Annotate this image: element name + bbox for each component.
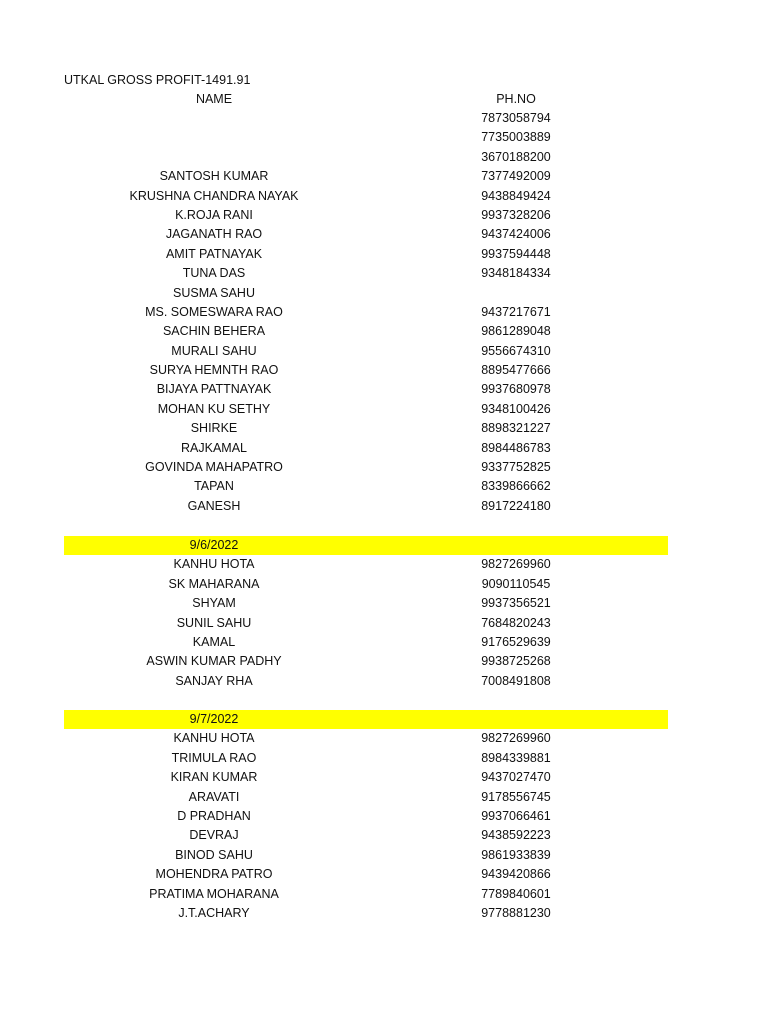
table-row — [64, 614, 668, 633]
table-row — [64, 555, 668, 574]
table-row — [64, 439, 668, 458]
table-row — [64, 167, 668, 186]
table-row — [64, 826, 668, 845]
contact-phone: 7873058794 — [481, 111, 551, 125]
table-row — [64, 361, 668, 380]
table-row — [64, 225, 668, 244]
date-band-2 — [64, 710, 668, 729]
contact-list-section-3 — [64, 729, 668, 923]
contact-name: MOHENDRA PATRO — [155, 867, 273, 882]
contact-name: ARAVATI — [188, 789, 240, 804]
contact-phone: 8984486783 — [481, 440, 551, 455]
date-label: 9/7/2022 — [189, 712, 239, 726]
table-row — [64, 303, 668, 322]
contact-name: K.ROJA RANI — [175, 207, 253, 222]
contact-phone: 9178556745 — [481, 789, 551, 804]
table-row — [64, 768, 668, 787]
table-row — [64, 885, 668, 904]
column-header-row — [64, 90, 668, 109]
contact-name: KANHU HOTA — [173, 731, 255, 746]
table-row — [64, 788, 668, 807]
contact-name: TUNA DAS — [182, 266, 246, 281]
contact-name: MOHAN KU SETHY — [157, 401, 271, 416]
contact-phone: 7789840601 — [481, 886, 551, 901]
contact-name: KANHU HOTA — [173, 557, 255, 572]
contact-phone: 9937594448 — [481, 246, 551, 261]
contact-name: D PRADHAN — [177, 808, 251, 823]
contact-name: JAGANATH RAO — [165, 227, 263, 242]
contact-phone: 8898321227 — [481, 421, 551, 436]
contact-phone: 9348100426 — [481, 401, 551, 416]
table-row — [64, 206, 668, 225]
contact-name: GANESH — [187, 498, 241, 513]
contact-phone: 7377492009 — [481, 169, 551, 184]
table-row — [64, 865, 668, 884]
contact-phone: 7735003889 — [481, 130, 551, 145]
contact-name: SHYAM — [192, 596, 236, 611]
table-row — [64, 342, 668, 361]
contact-name: RAJKAMAL — [181, 440, 247, 455]
contact-phone: 9348184334 — [481, 266, 551, 281]
table-row — [64, 633, 668, 652]
table-row — [64, 749, 668, 768]
contact-phone: 9827269960 — [481, 731, 551, 746]
contact-phone: 8984339881 — [481, 750, 551, 765]
table-row — [64, 264, 668, 283]
table-row — [64, 652, 668, 671]
table-row — [64, 672, 668, 691]
contact-phone: 9556674310 — [481, 343, 551, 358]
contact-phone: 7684820243 — [481, 615, 551, 630]
contact-name: ASWIN KUMAR PADHY — [146, 654, 282, 669]
contact-name: MS. SOMESWARA RAO — [145, 304, 283, 319]
contact-phone: 9090110545 — [481, 576, 551, 591]
contact-name: SACHIN BEHERA — [162, 324, 266, 339]
table-row — [64, 109, 668, 128]
contact-phone: 8895477666 — [481, 363, 551, 378]
contact-name: KRUSHNA CHANDRA NAYAK — [129, 188, 299, 203]
table-row — [64, 419, 668, 438]
table-row — [64, 187, 668, 206]
contact-phone: 9437027470 — [481, 770, 551, 785]
page-title: UTKAL GROSS PROFIT-1491.91 — [64, 73, 251, 87]
contact-phone: 9937356521 — [481, 596, 551, 611]
contact-name: SANJAY RHA — [175, 673, 253, 688]
contact-name: J.T.ACHARY — [178, 905, 250, 920]
table-row — [64, 594, 668, 613]
contact-name: BIJAYA PATTNAYAK — [156, 382, 272, 397]
table-row — [64, 400, 668, 419]
contact-name: SANTOSH KUMAR — [159, 169, 269, 184]
contact-name: SURYA HEMNTH RAO — [149, 363, 279, 378]
contact-phone: 9337752825 — [481, 460, 551, 475]
contact-phone: 9937680978 — [481, 382, 551, 397]
contact-phone: 9437424006 — [481, 227, 551, 242]
table-row — [64, 322, 668, 341]
contact-phone: 8917224180 — [481, 498, 551, 513]
contact-phone: 9778881230 — [481, 905, 551, 920]
contact-phone: 9861289048 — [481, 324, 551, 339]
contact-phone: 9438592223 — [481, 828, 551, 843]
table-row — [64, 284, 668, 303]
contact-name: TRIMULA RAO — [171, 750, 257, 765]
table-row — [64, 575, 668, 594]
contact-name: AMIT PATNAYAK — [165, 246, 263, 261]
table-row — [64, 128, 668, 147]
table-row — [64, 148, 668, 167]
column-header-name: NAME — [195, 92, 233, 106]
contact-phone: 9937066461 — [481, 808, 551, 823]
table-row — [64, 380, 668, 399]
contact-name: KIRAN KUMAR — [170, 770, 258, 785]
contact-name: DEVRAJ — [189, 828, 239, 843]
table-row — [64, 846, 668, 865]
table-row — [64, 497, 668, 516]
contact-phone: 9827269960 — [481, 557, 551, 572]
table-row — [64, 904, 668, 923]
contact-phone: 9861933839 — [481, 847, 551, 862]
contact-phone: 9938725268 — [481, 654, 551, 669]
contact-name: SUSMA SAHU — [173, 285, 255, 300]
contact-name: GOVINDA MAHAPATRO — [145, 460, 283, 475]
table-row — [64, 458, 668, 477]
contact-name: SHIRKE — [190, 421, 238, 436]
contact-name: TAPAN — [194, 479, 234, 494]
contact-phone: 9438849424 — [481, 188, 551, 203]
contact-name: KAMAL — [192, 634, 236, 649]
contact-name: BINOD SAHU — [175, 847, 253, 862]
contact-name: MURALI SAHU — [171, 343, 257, 358]
date-label: 9/6/2022 — [189, 538, 239, 552]
contact-name: SK MAHARANA — [168, 576, 260, 591]
contact-phone: 9437217671 — [481, 304, 551, 319]
column-header-phone: PH.NO — [496, 92, 536, 106]
contact-phone: 9176529639 — [481, 634, 551, 649]
contact-phone: 7008491808 — [481, 673, 551, 688]
contact-phone: 9439420866 — [481, 867, 551, 882]
table-row — [64, 245, 668, 264]
contact-list-section-1 — [64, 109, 668, 516]
table-row — [64, 807, 668, 826]
contact-phone: 3670188200 — [481, 149, 551, 164]
contact-phone: 9937328206 — [481, 207, 551, 222]
contact-list-section-2 — [64, 555, 668, 691]
contact-name: PRATIMA MOHARANA — [149, 886, 279, 901]
contact-phone: 8339866662 — [481, 479, 551, 494]
table-row — [64, 729, 668, 748]
contact-name: SUNIL SAHU — [176, 615, 252, 630]
date-band-1 — [64, 536, 668, 555]
table-row — [64, 477, 668, 496]
